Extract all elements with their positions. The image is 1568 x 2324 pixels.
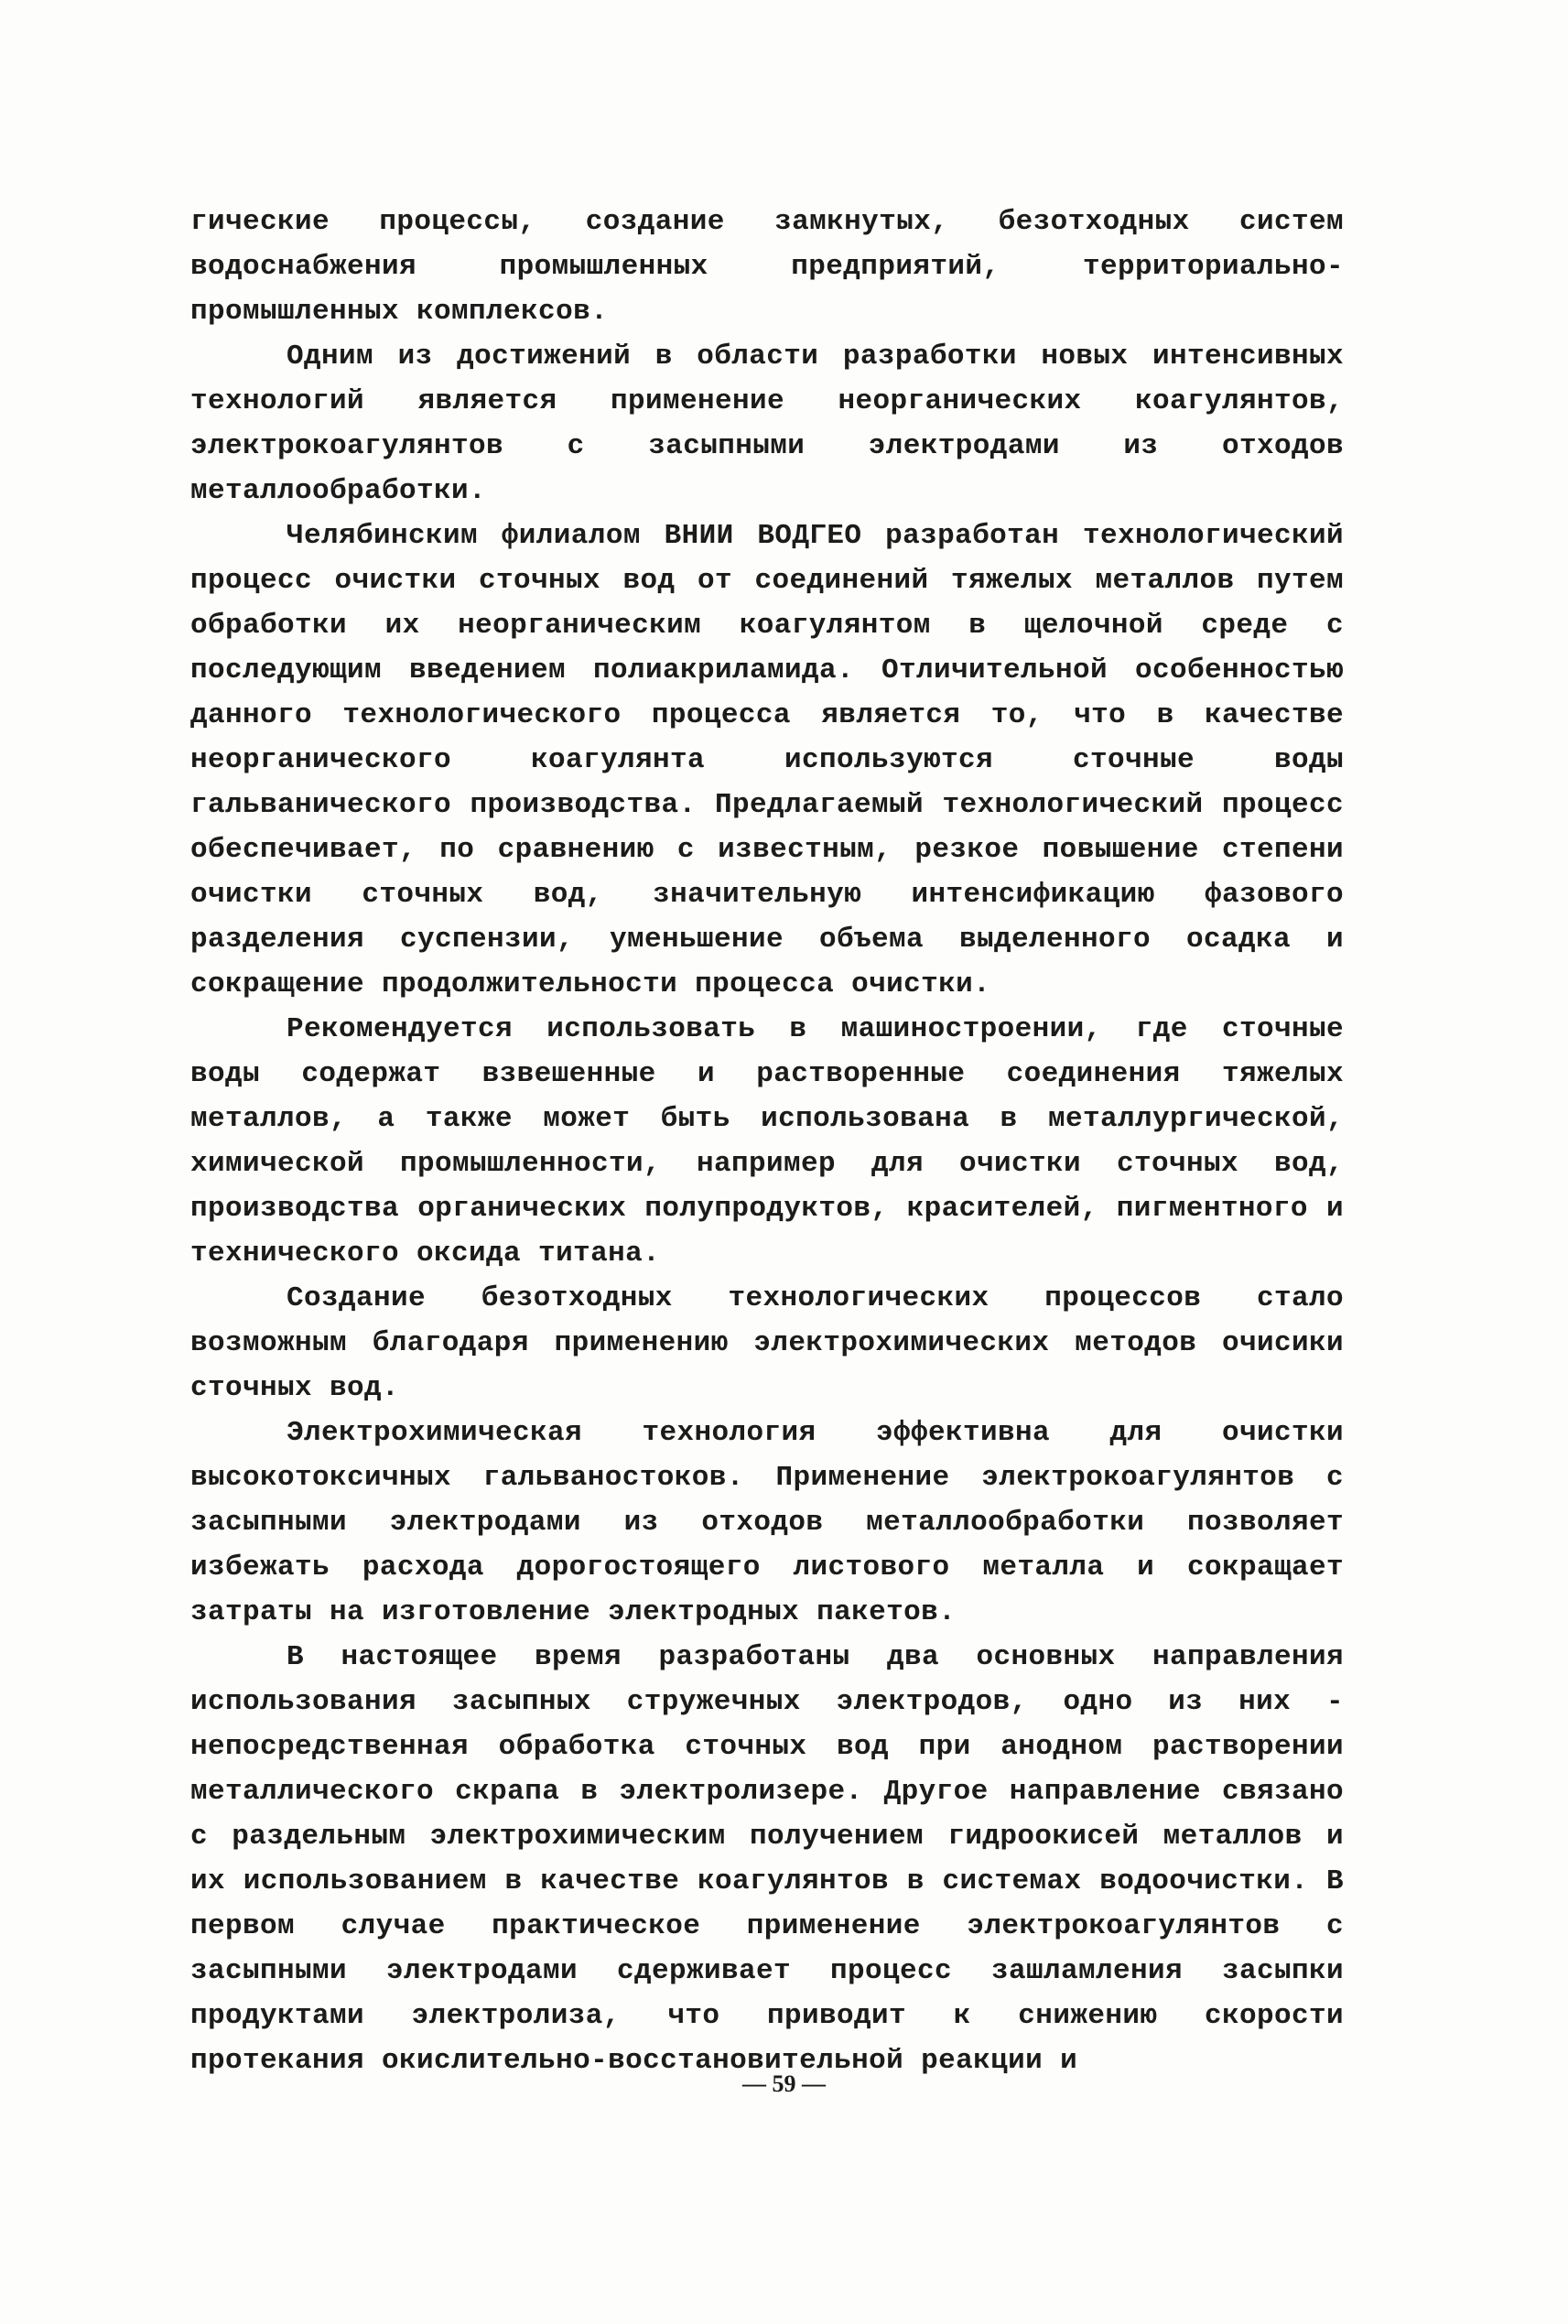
page-number: — 59 —	[742, 2070, 826, 2097]
paragraph-chelyabinsk-process: Челябинским филиалом ВНИИ ВОДГЕО разработан технологический процесс очистки сточных вод от соединений тяжелых металлов путем обработки их неорганическим коагулянтом в щелочной среде с последующим введением полиакриламида. Отличительной особенностью данного технологического процесса является то, что в качестве неорганического коагулянта используются сточные воды гальванического производства. Предлагаемый технологический процесс обеспечивает, по сравнению с известным, резкое повышение степени очистки сточных вод, значительную интенсификацию фазового разделения суспензии, уменьшение объема выделенного осадка и сокращение продолжительности процесса очистки.	[190, 520, 1344, 1000]
paragraph-electrode-directions: В настоящее время разработаны два основных направления использования засыпных стружечных электродов, одно из них - непосредственная обработка сточных вод при анодном растворении металлического скрапа в электролизере. Другое направление связано с раздельным электрохимическим получением гидроокисей металлов и их использованием в качестве коагулянтов в системах водоочистки. В первом случае практическое применение электрокоагулянтов с засыпными электродами сдерживает процесс зашламления засыпки продуктами электролиза, что приводит к снижению скорости протекания окислительно-восстановительной реакции и	[190, 1641, 1344, 2077]
paragraph-recommendation: Рекомендуется использовать в машиностроении, где сточные воды содержат взвешенные и растворенные соединения тяжелых металлов, а также может быть использована в металлургической, химической промышленности, например для очистки сточных вод, производства органических полупродуктов, красителей, пигментного и технического оксида титана.	[190, 1013, 1344, 1270]
body-text	[190, 200, 1344, 2083]
paragraph-intensive-technologies: Одним из достижений в области разработки новых интенсивных технологий является применение неорганических коагулянтов, электрокоагулянтов с засыпными электродами из отходов металлообработки.	[190, 340, 1344, 507]
paragraph-continuation: гические процессы, создание замкнутых, безотходных систем водоснабжения промышленных предприятий, территориально-промышленных комплексов.	[190, 206, 1344, 328]
paragraph-wasteless-processes: Создание безотходных технологических процессов стало возможным благодаря применению электрохимических методов очиcики сточных вод.	[190, 1282, 1344, 1404]
paragraph-electrochemical-technology: Электрохимическая технология эффективна для очистки высокотоксичных гальваностоков. Применение электрокоагулянтов с засыпными электродами из отходов металлообработки позволяет избежать расхода дорогостоящего листового металла и сокращает затраты на изготовление электродных пакетов.	[190, 1417, 1344, 1628]
